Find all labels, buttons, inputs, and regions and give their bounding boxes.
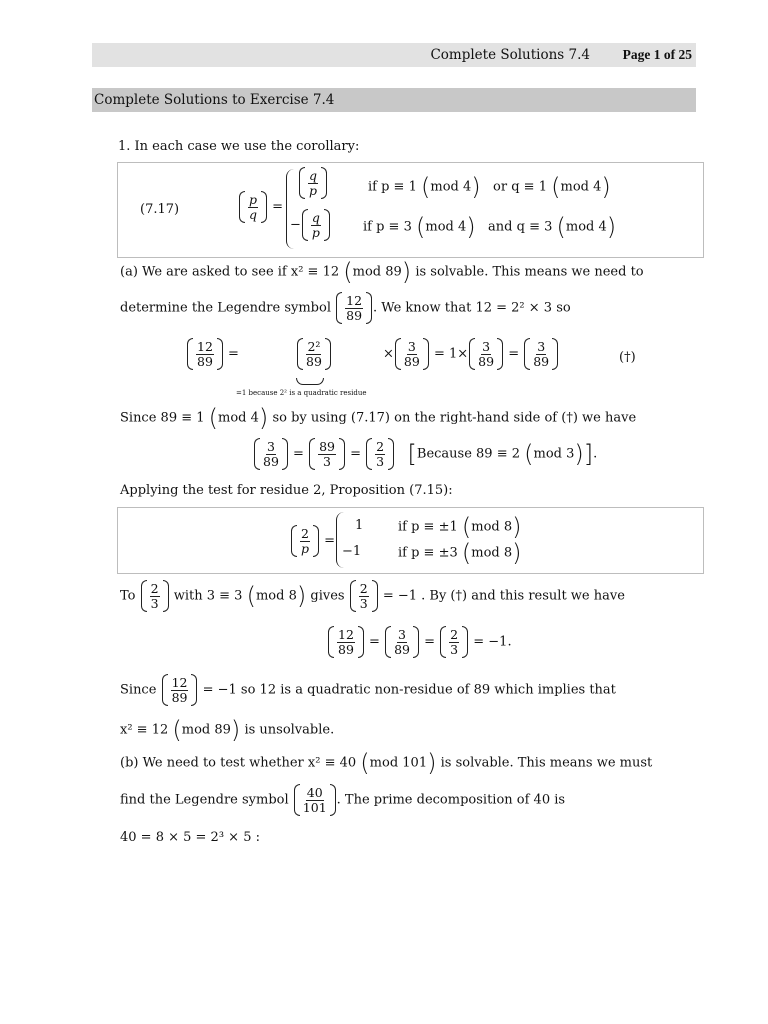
- prop-lhs: $\frac{2}{p}$ =: [290, 525, 335, 557]
- equation-3: $\frac{12}{89}$ = $\frac{3}{89}$ = $\frac{2}{3}$ = −1.: [327, 626, 512, 658]
- page-prefix: Page: [622, 47, 651, 62]
- case1-symbol: $\frac{q}{p}$: [298, 167, 328, 199]
- equation-2: $\frac{3}{89}$ = $\frac{89}{3}$ = $\frac{2}{3}$ [Because 89 ≡ 2 (mod 3)].: [253, 438, 597, 470]
- underbrace: [296, 378, 324, 385]
- header-title: Complete Solutions 7.4: [430, 47, 590, 63]
- part-b-line2: find the Legendre symbol $\frac{40}{101}$ . The prime decomposition of 40 is: [120, 784, 566, 815]
- equation-1-c: × $\frac{3}{89}$ = 1× $\frac{3}{89}$ = $\frac{3}{89}$: [383, 338, 559, 370]
- part-a-line2: determine the Legendre symbol $\frac{12}{89}$ . We know that 12 = 2² × 3 so: [120, 292, 571, 323]
- prop-case1-condition: if p ≡ ±1 (mod 8): [398, 513, 522, 541]
- part-a-line6: Since $\frac{12}{89}$ = −1 so 12 is a quadratic non-residue of 89 which implies that: [120, 674, 616, 705]
- part-a-line3: Since 89 ≡ 1 (mod 4) so by using (7.17) on the right-hand side of (†) we have: [120, 404, 637, 432]
- prop-case1-value: 1: [355, 518, 364, 533]
- case2-condition: if p ≡ 3 (mod 4) and q ≡ 3 (mod 4): [363, 213, 617, 241]
- part-b-line1: (b) We need to test whether x² ≡ 40 (mod 101) is solvable. This means we must: [120, 749, 653, 777]
- prop-brace: [336, 512, 347, 568]
- page-current: 1: [653, 47, 661, 62]
- underbrace-note: =1 because 2² is a quadratic residue: [236, 389, 367, 397]
- page-header: [92, 43, 696, 67]
- section-title: Complete Solutions to Exercise 7.4: [94, 92, 335, 108]
- equation-1-tag: (†): [619, 350, 636, 365]
- prop-case2-value: −1: [342, 544, 362, 559]
- corollary-lhs: $\frac{p}{q}$ =: [238, 191, 283, 223]
- equation-1: $\frac{12}{89}$ =: [186, 338, 239, 370]
- part-a-line7: x² ≡ 12 (mod 89) is unsolvable.: [120, 716, 335, 744]
- part-a-line1: (a) We are asked to see if x² ≡ 12 (mod 89) is solvable. This means we need to: [120, 258, 644, 286]
- corollary-box: [117, 162, 704, 258]
- proposition-box: [117, 507, 704, 574]
- prop-case2-condition: if p ≡ ±3 (mod 8): [398, 539, 522, 567]
- corollary-label: (7.17): [140, 202, 180, 217]
- part-a-line5: To $\frac{2}{3}$ with 3 ≡ 3 (mod 8) gives $\frac{2}{3}$ = −1 . By (†) and this result we have: [120, 580, 625, 611]
- page-suffix: of 25: [663, 47, 692, 62]
- case1-condition: if p ≡ 1 (mod 4) or q ≡ 1 (mod 4): [368, 173, 611, 201]
- equation-1-b: $\frac{\text{2²}}{89}$: [296, 338, 332, 370]
- item1-intro: 1. In each case we use the corollary:: [118, 139, 360, 154]
- part-a-line4: Applying the test for residue 2, Proposition (7.15):: [120, 483, 453, 498]
- section-header: [92, 88, 696, 112]
- page-number: [623, 47, 692, 63]
- case2-symbol: − $\frac{q}{p}$: [290, 209, 331, 241]
- part-b-line3: 40 = 8 × 5 = 2³ × 5 :: [120, 830, 260, 845]
